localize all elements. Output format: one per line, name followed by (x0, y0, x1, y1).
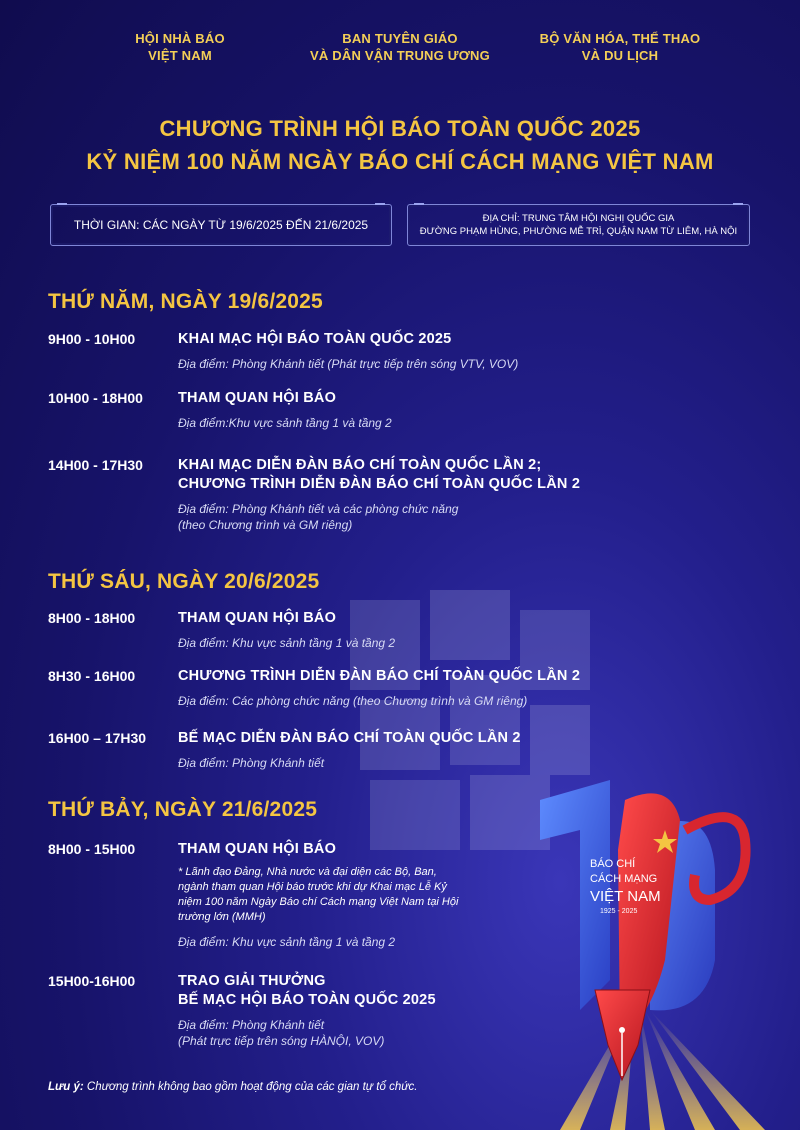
footer-note (48, 1081, 417, 1093)
slot-title: KHAI MẠC HỘI BÁO TOÀN QUỐC 2025 (178, 331, 452, 347)
organizer-2: BAN TUYÊN GIÁO VÀ DÂN VẬN TRUNG ƯƠNG (310, 31, 490, 63)
address-line-1: ĐỊA CHỈ: TRUNG TÂM HỘI NGHỊ QUỐC GIA (482, 213, 675, 224)
page-title (0, 112, 800, 178)
title-line-2: KỶ NIỆM 100 NĂM NGÀY BÁO CHÍ CÁCH MẠNG VIỆT NAM (86, 149, 714, 174)
slot-location: Địa điểm: Phòng Khánh tiết (178, 756, 325, 770)
emblem-line-2: CÁCH MẠNG (590, 873, 658, 885)
slot-title: KHAI MẠC DIỄN ĐÀN BÁO CHÍ TOÀN QUỐC LẦN 2; (178, 457, 542, 473)
slot-time: 14H00 - 17H30 (48, 457, 143, 473)
footer-text: Chương trình không bao gồm hoạt động của các gian tự tổ chức. (83, 1081, 418, 1093)
footer-label: Lưu ý: (48, 1081, 84, 1093)
slot-title: THAM QUAN HỘI BÁO (178, 390, 337, 406)
slot-location: Địa điểm: Phòng Khánh tiết (178, 1018, 325, 1032)
slot-time: 8H30 - 16H00 (48, 668, 136, 684)
slot-time: 15H00-16H00 (48, 973, 136, 989)
slot-title: THAM QUAN HỘI BÁO (178, 841, 337, 857)
emblem-line-1: BÁO CHÍ (590, 858, 636, 870)
slot-title: BẾ MẠC HỘI BÁO TOÀN QUỐC 2025 (178, 992, 436, 1008)
slot-location: (Phát trực tiếp trên sóng HÀNỘI, VOV) (178, 1034, 385, 1048)
slot-location: Địa điểm:Khu vực sảnh tầng 1 và tầng 2 (178, 416, 392, 430)
organizer-1: HỘI NHÀ BÁO VIỆT NAM (135, 31, 225, 63)
slot-location: Địa điểm: Phòng Khánh tiết (Phát trực tiếp trên sóng VTV, VOV) (178, 357, 519, 371)
slot-location: Địa điểm: Khu vực sảnh tầng 1 và tầng 2 (178, 636, 396, 650)
emblem-line-3: VIỆT NAM (590, 888, 661, 905)
organizer-3: BỘ VĂN HÓA, THỂ THAO VÀ DU LỊCH (539, 31, 701, 63)
time-info-box (50, 204, 392, 246)
time-info: THỜI GIAN: CÁC NGÀY TỪ 19/6/2025 ĐẾN 21/6/2025 (73, 218, 369, 232)
slot-location: (theo Chương trình và GM riêng) (178, 518, 353, 532)
day-heading-2: THỨ SÁU, NGÀY 20/6/2025 (48, 570, 320, 593)
slot-location: Địa điểm: Phòng Khánh tiết và các phòng chức năng (178, 502, 459, 516)
address-info-box (407, 204, 750, 246)
slot-title: CHƯƠNG TRÌNH DIỄN ĐÀN BÁO CHÍ TOÀN QUỐC LẦN 2 (178, 476, 581, 492)
address-line-2: ĐƯỜNG PHẠM HÙNG, PHƯỜNG MỄ TRÌ, QUẬN NAM TỪ LIÊM, HÀ NỘI (419, 226, 738, 237)
day-heading-3: THỨ BẢY, NGÀY 21/6/2025 (48, 798, 318, 821)
slot-time: 9H00 - 10H00 (48, 331, 136, 347)
slot-title: BẾ MẠC DIỄN ĐÀN BÁO CHÍ TOÀN QUỐC LẦN 2 (178, 730, 521, 746)
slot-note: * Lãnh đạo Đảng, Nhà nước và đại diện các Bộ, Ban, ngành tham quan Hội báo trước khi dự Khai mạc Lễ Kỷ niệm 100 năm Ngày Báo chí Cách mạng Việt Nam tại Hội trường lớn (MMH) (178, 866, 459, 923)
slot-title: CHƯƠNG TRÌNH DIỄN ĐÀN BÁO CHÍ TOÀN QUỐC LẦN 2 (178, 668, 581, 684)
slot-title: THAM QUAN HỘI BÁO (178, 610, 337, 626)
organizers (0, 30, 800, 64)
emblem-years: 1925 - 2025 (600, 908, 638, 915)
slot-location: Địa điểm: Các phòng chức năng (theo Chương trình và GM riêng) (178, 694, 528, 708)
slot-time: 8H00 - 15H00 (48, 841, 136, 857)
slot-time: 8H00 - 18H00 (48, 610, 136, 626)
light-rays (560, 1010, 765, 1130)
title-line-1: CHƯƠNG TRÌNH HỘI BÁO TOÀN QUỐC 2025 (159, 116, 641, 141)
slot-time: 10H00 - 18H00 (48, 390, 143, 406)
day-heading-1: THỨ NĂM, NGÀY 19/6/2025 (48, 290, 323, 313)
slot-title: TRAO GIẢI THƯỞNG (178, 973, 326, 989)
slot-time: 16H00 – 17H30 (48, 730, 147, 746)
slot-location: Địa điểm: Khu vực sảnh tầng 1 và tầng 2 (178, 935, 396, 949)
anniversary-emblem (500, 760, 800, 1130)
